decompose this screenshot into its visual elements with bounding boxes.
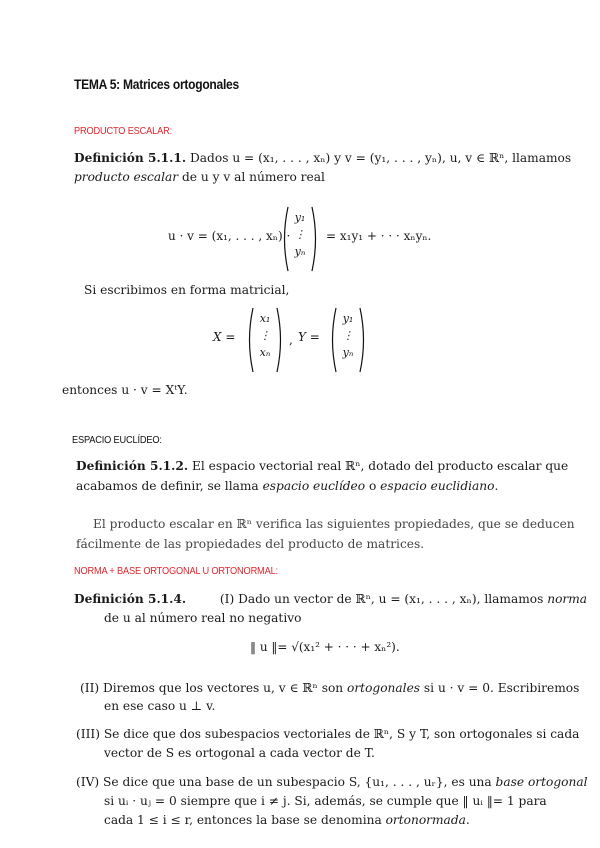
definition-text: . <box>494 479 499 493</box>
section-heading-norma: NORMA + BASE ORTOGONAL U ORTONORMAL: <box>74 565 278 577</box>
column-vector-x <box>245 306 285 374</box>
definition-5-1-2-line2 <box>76 477 498 495</box>
item-text: . <box>465 813 470 827</box>
item-number: (IV) <box>76 775 100 789</box>
item-number: (I) <box>219 592 235 606</box>
item-iv-line3 <box>104 811 470 829</box>
defined-term: espacio euclidiano <box>380 479 495 493</box>
paragraph-line2: fácilmente de las propiedades del producto de matrices. <box>76 537 425 551</box>
section-heading-espacio-euclideo: ESPACIO EUCLÍDEO: <box>72 434 162 446</box>
vector-entry-top: y₁ <box>294 211 306 224</box>
page-title: TEMA 5: Matrices ortogonales <box>74 76 239 92</box>
definition-5-1-4-line2: de u al número real no negativo <box>104 611 302 625</box>
norm-equation: ‖ u ‖= √(x₁² + · · · + xₙ²). <box>250 640 400 654</box>
column-vector-y <box>280 205 320 273</box>
definition-label: Definición 5.1.2. <box>76 459 189 473</box>
item-text: Se dice que una base de un subespacio S, {u₁, . . . , uᵣ}, es una <box>103 775 496 789</box>
equation-left: u · v = (x₁, . . . , xₙ) · <box>168 229 291 243</box>
vector-entry-top: y₁ <box>342 312 354 325</box>
item-number: (III) <box>76 727 100 741</box>
defined-term: base ortogonal <box>495 775 588 789</box>
definition-text: Dados u = (x₁, . . . , xₙ) y v = (y₁, . . . , yₙ), u, v ∈ ℝⁿ, llamamos <box>190 151 572 165</box>
item-iii-line1 <box>76 725 579 743</box>
definition-text: Dado un vector de ℝⁿ, u = (x₁, . . . , xₙ), llamamos <box>238 592 548 606</box>
item-number: (II) <box>80 681 100 695</box>
definition-label: Definición 5.1.1. <box>74 151 187 165</box>
item-iv-line2: si uᵢ · uⱼ = 0 siempre que i ≠ j. Si, además, se cumple que ‖ uᵢ ‖= 1 para <box>104 794 547 808</box>
definition-text: El espacio vectorial real ℝⁿ, dotado del producto escalar que <box>192 459 569 473</box>
vector-entry-dots: ⋮ <box>342 329 354 342</box>
vector-entry-bottom: yₙ <box>294 245 306 258</box>
item-text: si u · v = 0. Escribiremos <box>420 681 580 695</box>
column-vector-y2 <box>328 306 368 374</box>
vector-entry-dots: ⋮ <box>294 228 306 241</box>
matrix-x-label: X = <box>213 330 236 344</box>
matrix-y-label: Y = <box>298 330 320 344</box>
item-ii-line2: en ese caso u ⊥ v. <box>104 699 216 713</box>
paragraph-line1: El producto escalar en ℝⁿ verifica las siguientes propiedades, que se deducen <box>93 517 575 531</box>
separator-comma: , <box>289 333 293 347</box>
definition-5-1-2-line1 <box>76 457 568 475</box>
definition-label: Definición 5.1.4. <box>74 592 187 606</box>
matricial-text: Si escribimos en forma matricial, <box>84 283 290 297</box>
defined-term: producto escalar <box>74 170 179 184</box>
definition-5-1-4-line1 <box>74 590 587 608</box>
item-ii-line1 <box>80 679 579 697</box>
definition-text: o <box>365 479 381 493</box>
section-heading-producto-escalar: PRODUCTO ESCALAR: <box>74 125 172 137</box>
definition-5-1-1-line1 <box>74 149 571 167</box>
defined-term: norma <box>547 592 588 606</box>
definition-5-1-1-line2 <box>74 168 325 186</box>
defined-term: ortonormada <box>385 813 466 827</box>
definition-text: acabamos de definir, se llama <box>76 479 263 493</box>
vector-entry-dots: ⋮ <box>259 329 271 342</box>
item-text: cada 1 ≤ i ≤ r, entonces la base se denomina <box>104 813 386 827</box>
item-iv-line1 <box>76 773 588 791</box>
item-text: Se dice que dos subespacios vectoriales de ℝⁿ, S y T, son ortogonales si cada <box>103 727 580 741</box>
item-text: Diremos que los vectores u, v ∈ ℝⁿ son <box>103 681 348 695</box>
definition-text: de u y v al número real <box>178 170 325 184</box>
entonces-text: entonces u · v = XᵗY. <box>62 383 188 397</box>
vector-entry-bottom: yₙ <box>342 346 354 359</box>
defined-term: ortogonales <box>347 681 421 695</box>
vector-entry-top: x₁ <box>259 312 271 325</box>
item-iii-line2: vector de S es ortogonal a cada vector de T. <box>104 746 375 760</box>
defined-term: espacio euclídeo <box>262 479 366 493</box>
vector-entry-bottom: xₙ <box>259 346 271 359</box>
equation-right: = x₁y₁ + · · · xₙyₙ. <box>326 229 432 243</box>
